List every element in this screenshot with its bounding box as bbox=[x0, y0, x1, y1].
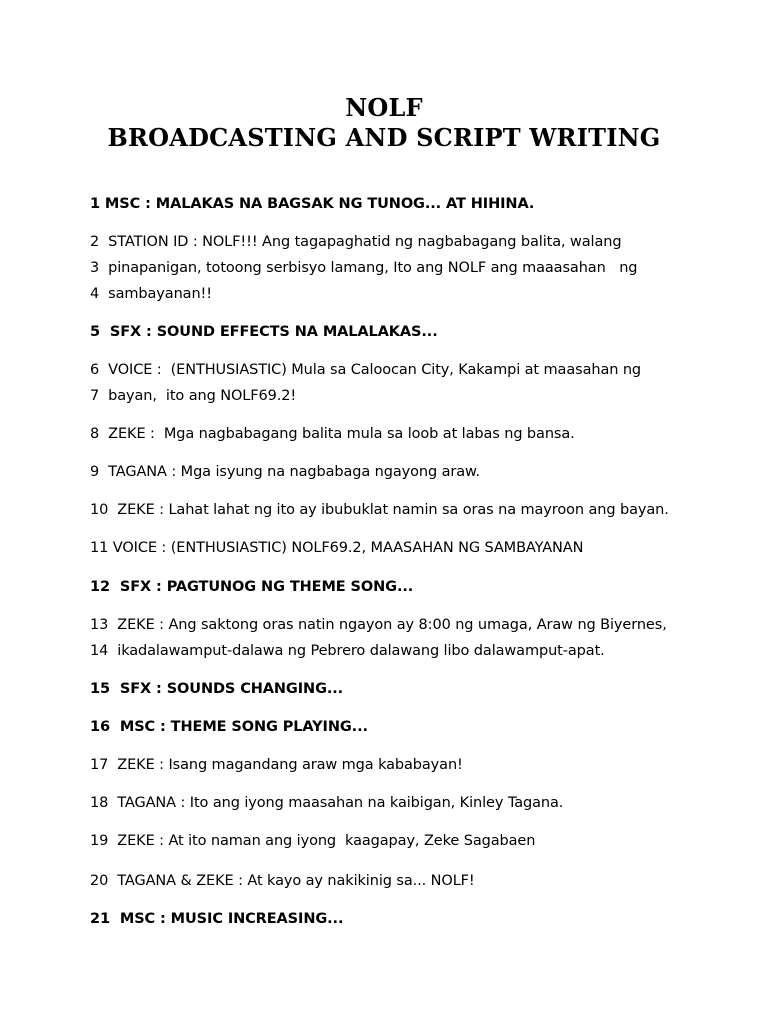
script-line-20: 20 TAGANA & ZEKE : At kayo ay nakikinig sa... NOLF! bbox=[90, 873, 475, 889]
script-line-7: 7 bayan, ito ang NOLF69.2! bbox=[90, 388, 297, 404]
script-line-4: 4 sambayanan!! bbox=[90, 286, 212, 302]
script-line-13: 13 ZEKE : Ang saktong oras natin ngayon ay 8:00 ng umaga, Araw ng Biyernes, bbox=[90, 617, 667, 633]
script-line-15: 15 SFX : SOUNDS CHANGING... bbox=[90, 681, 344, 697]
script-line-3: 3 pinapanigan, totoong serbisyo lamang, Ito ang NOLF ang maaasahan ng bbox=[90, 260, 638, 276]
script-line-12: 12 SFX : PAGTUNOG NG THEME SONG... bbox=[90, 579, 414, 595]
document-title: NOLF bbox=[345, 93, 423, 122]
script-line-18: 18 TAGANA : Ito ang iyong maasahan na kaibigan, Kinley Tagana. bbox=[90, 795, 564, 811]
script-line-21: 21 MSC : MUSIC INCREASING... bbox=[90, 911, 344, 927]
script-line-10: 10 ZEKE : Lahat lahat ng ito ay ibubuklat namin sa oras na mayroon ang bayan. bbox=[90, 502, 669, 518]
script-line-1: 1 MSC : MALAKAS NA BAGSAK NG TUNOG... AT HIHINA. bbox=[90, 196, 535, 212]
script-line-6: 6 VOICE : (ENTHUSIASTIC) Mula sa Caloocan City, Kakampi at maasahan ng bbox=[90, 362, 642, 378]
script-line-17: 17 ZEKE : Isang magandang araw mga kababayan! bbox=[90, 757, 463, 773]
script-line-9: 9 TAGANA : Mga isyung na nagbabaga ngayong araw. bbox=[90, 464, 480, 480]
script-line-2: 2 STATION ID : NOLF!!! Ang tagapaghatid ng nagbabagang balita, walang bbox=[90, 234, 622, 250]
script-line-14: 14 ikadalawamput-dalawa ng Pebrero dalawang libo dalawamput-apat. bbox=[90, 643, 605, 659]
script-line-16: 16 MSC : THEME SONG PLAYING... bbox=[90, 719, 368, 735]
document-subtitle: BROADCASTING AND SCRIPT WRITING bbox=[107, 123, 661, 152]
script-line-8: 8 ZEKE : Mga nagbabagang balita mula sa loob at labas ng bansa. bbox=[90, 426, 575, 442]
script-line-5: 5 SFX : SOUND EFFECTS NA MALALAKAS... bbox=[90, 324, 438, 340]
script-line-19: 19 ZEKE : At ito naman ang iyong kaagapay, Zeke Sagabaen bbox=[90, 833, 536, 849]
script-line-11: 11 VOICE : (ENTHUSIASTIC) NOLF69.2, MAASAHAN NG SAMBAYANAN bbox=[90, 540, 584, 556]
